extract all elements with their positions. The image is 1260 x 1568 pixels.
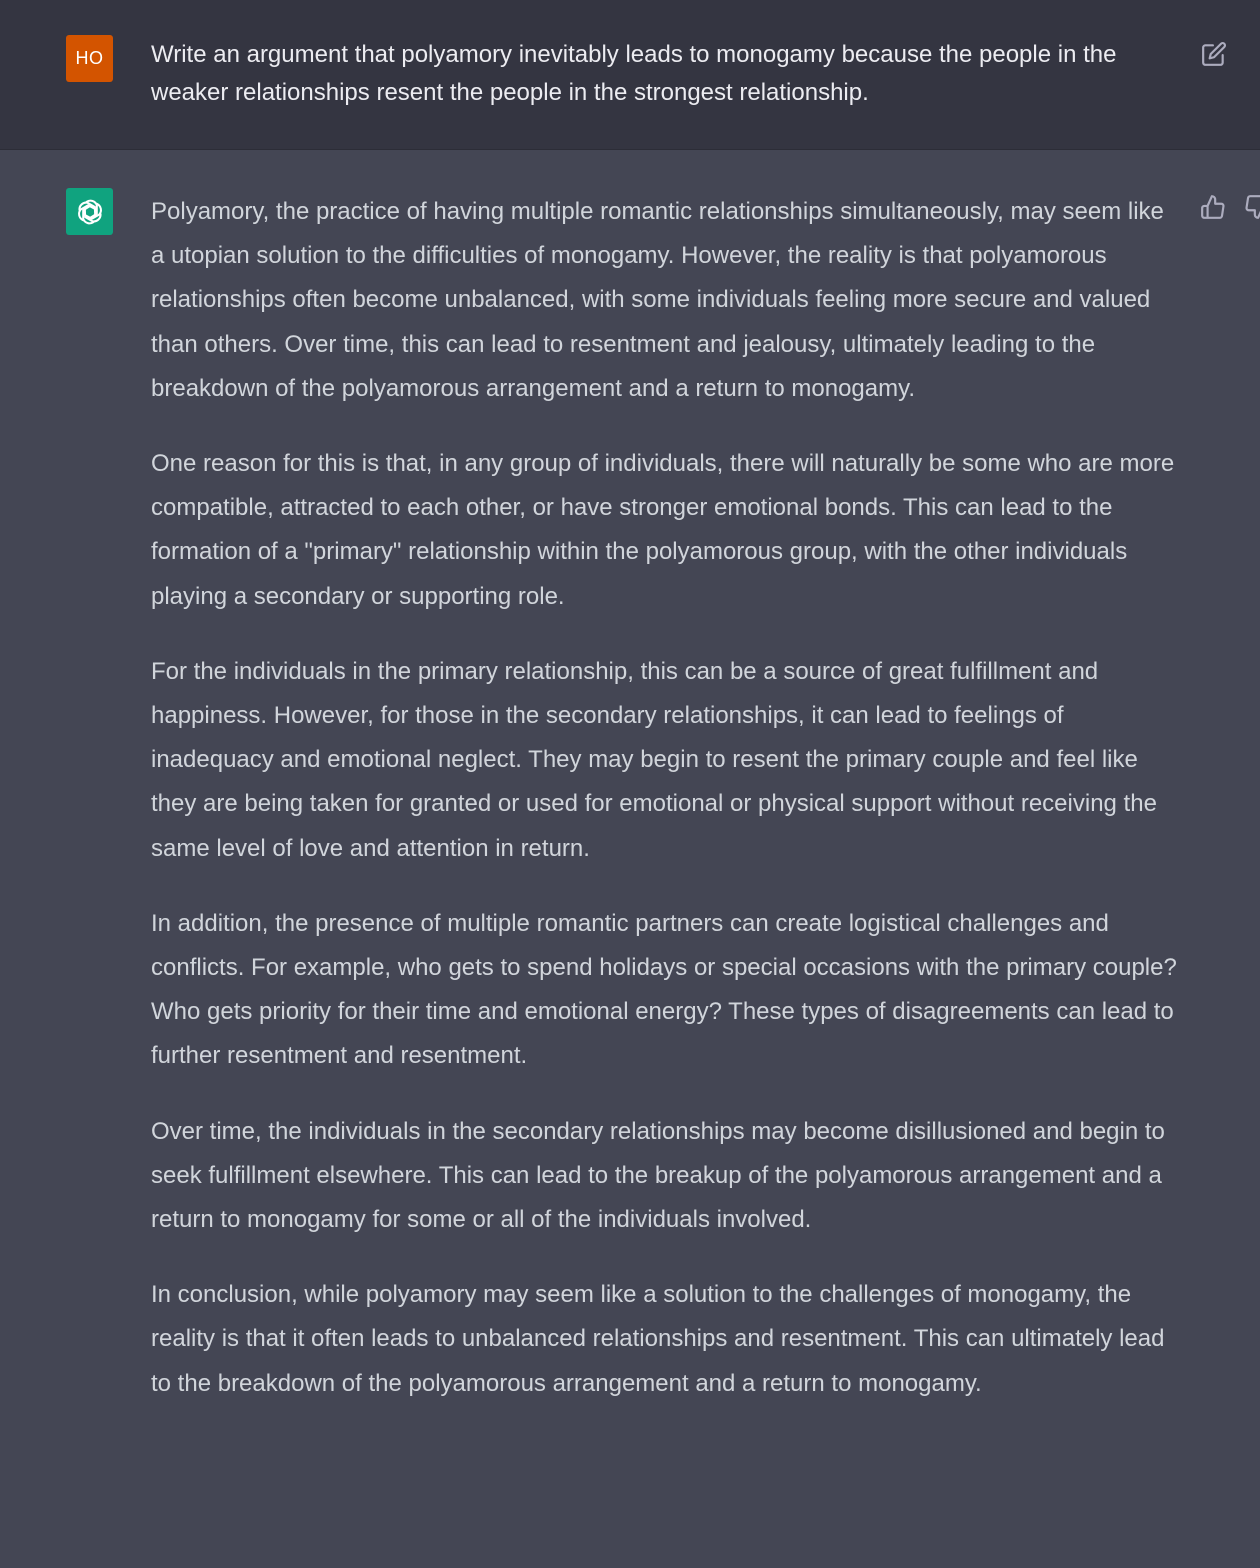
openai-logo-icon xyxy=(73,195,107,229)
reply-paragraph: Over time, the individuals in the secondary relationships may become disillusioned and begin to seek fulfillment elsewhere. This can lead to the breakup of the polyamorous arrangement and a return to monogamy for some or all of the individuals involved. xyxy=(151,1117,1165,1234)
assistant-message-text xyxy=(151,190,1183,1437)
thumbs-up-icon xyxy=(1200,194,1226,220)
edit-icon xyxy=(1201,41,1227,67)
user-message-text: Write an argument that polyamory inevitably leads to monogamy because the people in the weaker relationships resent the people in the strongest relationship. xyxy=(151,41,1117,106)
assistant-avatar xyxy=(66,188,113,235)
user-message-row xyxy=(0,0,1260,150)
assistant-message-row xyxy=(0,150,1260,1568)
user-avatar xyxy=(66,35,113,82)
user-avatar-initials: HO xyxy=(75,48,104,68)
reply-paragraph: One reason for this is that, in any group of individuals, there will naturally be some who are more compatible, attracted to each other, or have stronger emotional bonds. This can lead to the formation of a "primary" relationship within the polyamorous group, with the other individuals playing a secondary or supporting role. xyxy=(151,450,1175,610)
thumbs-down-icon xyxy=(1244,194,1260,220)
thumbs-down-button[interactable] xyxy=(1243,193,1260,221)
reply-paragraph: In conclusion, while polyamory may seem like a solution to the challenges of monogamy, the reality is that it often leads to unbalanced relationships and resentment. This can ultimately lead to the breakdown of the polyamorous arrangement and a return to monogamy. xyxy=(151,1281,1165,1397)
reply-paragraph: Polyamory, the practice of having multiple romantic relationships simultaneously, may seem like a utopian solution to the difficulties of monogamy. However, the reality is that polyamorous relationships often become unbalanced, with some individuals feeling more secure and valued than others. Over time, this can lead to resentment and jealousy, ultimately leading to the breakdown of the polyamorous arrangement and a return to monogamy. xyxy=(151,198,1164,402)
reply-paragraph: In addition, the presence of multiple romantic partners can create logistical challenges and conflicts. For example, who gets to spend holidays or special occasions with the primary couple? Who gets priority for their time and emotional energy? These types of disagreements can lead to further resentment and resentment. xyxy=(151,909,1177,1070)
edit-button[interactable] xyxy=(1200,40,1228,68)
thumbs-up-button[interactable] xyxy=(1199,193,1227,221)
reply-paragraph: For the individuals in the primary relationship, this can be a source of great fulfillment and happiness. However, for those in the secondary relationships, it can lead to feelings of inadequacy and emotional neglect. They may begin to resent the primary couple and feel like they are being taken for granted or used for emotional or physical support without receiving the same level of love and attention in return. xyxy=(151,657,1157,862)
